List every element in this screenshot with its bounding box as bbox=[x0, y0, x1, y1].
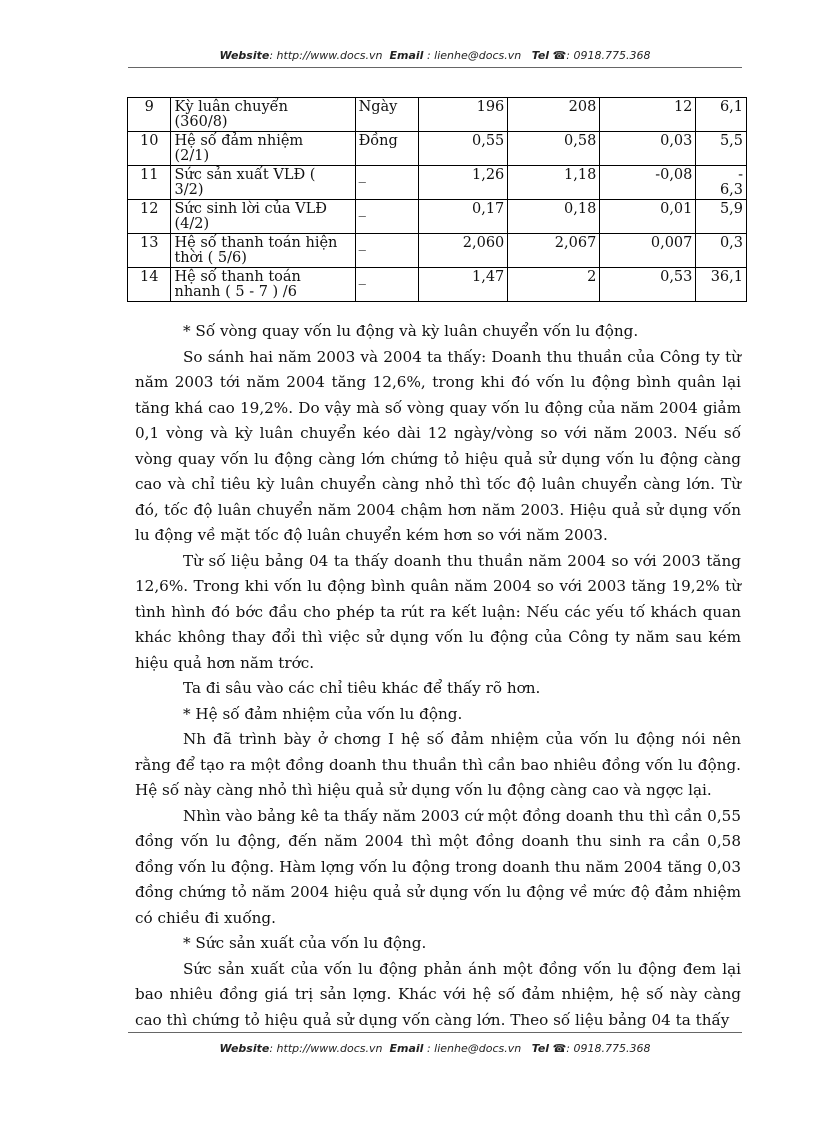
tel-value: ☎: 0918.775.368 bbox=[552, 1042, 651, 1055]
website-url[interactable]: : http://www.docs.vn bbox=[269, 1042, 383, 1055]
row-number: 10 bbox=[128, 132, 171, 166]
value-2004: 208 bbox=[508, 98, 600, 132]
indicator-name: Sức sinh lời của VLĐ (4/2) bbox=[171, 200, 355, 234]
indicator-name: Sức sản xuất VLĐ ( 3/2) bbox=[171, 166, 355, 200]
page-header bbox=[128, 49, 742, 62]
indicator-table bbox=[127, 97, 747, 302]
difference: 0,53 bbox=[600, 268, 696, 302]
value-2003: 1,47 bbox=[419, 268, 508, 302]
value-2004: 0,18 bbox=[508, 200, 600, 234]
value-2004: 2,067 bbox=[508, 234, 600, 268]
difference: 0,007 bbox=[600, 234, 696, 268]
percent-change: - 6,3 bbox=[696, 166, 747, 200]
unit-cell: _ bbox=[355, 200, 419, 234]
unit-cell: _ bbox=[355, 166, 419, 200]
value-2004: 0,58 bbox=[508, 132, 600, 166]
row-number: 14 bbox=[128, 268, 171, 302]
table-row bbox=[128, 98, 747, 132]
unit-cell: _ bbox=[355, 268, 419, 302]
body-text bbox=[135, 319, 741, 1033]
indicator-name: Kỳ luân chuyển (360/8) bbox=[171, 98, 355, 132]
percent-change: 36,1 bbox=[696, 268, 747, 302]
percent-change: 0,3 bbox=[696, 234, 747, 268]
value-2003: 2,060 bbox=[419, 234, 508, 268]
footer-divider bbox=[128, 1032, 742, 1033]
email-label: Email bbox=[389, 49, 424, 62]
percent-change: 5,5 bbox=[696, 132, 747, 166]
table-row bbox=[128, 268, 747, 302]
value-2003: 0,17 bbox=[419, 200, 508, 234]
header-divider bbox=[128, 67, 742, 68]
website-label: Website bbox=[219, 49, 270, 62]
paragraph: Nhìn vào bảng kê ta thấy năm 2003 cứ một đồng doanh thu thì cần 0,55 đồng vốn lu động, đến năm 2004 thì một đồng doanh thu sinh ra cần 0,58 đồng vốn lu động. Hàm lợng vốn lu động trong doanh thu năm 2004 tăng 0,03 đồng chứng tỏ năm 2004 hiệu quả sử dụng vốn lu động về mức độ đảm nhiệm có chiều đi xuống. bbox=[135, 806, 741, 927]
difference: -0,08 bbox=[600, 166, 696, 200]
unit-cell: _ bbox=[355, 234, 419, 268]
paragraph: So sánh hai năm 2003 và 2004 ta thấy: Doanh thu thuần của Công ty từ năm 2003 tới năm 2004 tăng 12,6%, trong khi đó vốn lu động bình quân lại tăng khá cao 19,2%. Do vậy mà số vòng quay vốn lu động của năm 2004 giảm 0,1 vòng và kỳ luân chuyển kéo dài 12 ngày/vòng so với năm 2003. Nếu số vòng quay vốn lu động càng lớn chứng tỏ hiệu quả sử dụng vốn lu động càng cao và chỉ tiêu kỳ luân chuyển càng nhỏ thì tốc độ luân chuyển càng lớn. Từ đó, tốc độ luân chuyển năm 2004 chậm hơn năm 2003. Hiệu quả sử dụng vốn lu động về mặt tốc độ luân chuyển kém hơn so với năm 2003. bbox=[135, 347, 741, 544]
paragraph: Sức sản xuất của vốn lu động phản ánh một đồng vốn lu động đem lại bao nhiêu đồng giá trị sản lợng. Khác với hệ số đảm nhiệm, hệ số này càng cao thì chứng tỏ hiệu quả sử dụng vốn càng lớn. Theo số liệu bảng 04 ta thấy bbox=[135, 959, 741, 1029]
indicator-name: Hệ số thanh toán hiện thời ( 5/6) bbox=[171, 234, 355, 268]
paragraph: Nh đã trình bày ở chơng I hệ số đảm nhiệm của vốn lu động nói nên rằng để tạo ra một đồng doanh thu thuần thì cần bao nhiêu đồng vốn lu động. Hệ số này càng nhỏ thì hiệu quả sử dụng vốn lu động càng cao và ngợc lại. bbox=[135, 730, 741, 799]
percent-change: 6,1 bbox=[696, 98, 747, 132]
email-label: Email bbox=[389, 1042, 424, 1055]
paragraph: Từ số liệu bảng 04 ta thấy doanh thu thuần năm 2004 so với 2003 tăng 12,6%. Trong khi vốn lu động bình quân năm 2004 so với 2003 tăng 19,2% từ tình hình đó bớc đầu cho phép ta rút ra kết luận: Nếu các yếu tố khách quan khác không thay đổi thì việc sử dụng vốn lu động của Công ty năm sau kém hiệu quả hơn năm trớc. bbox=[135, 551, 741, 672]
page-footer bbox=[128, 1042, 742, 1055]
tel-value: ☎: 0918.775.368 bbox=[552, 49, 651, 62]
website-url[interactable]: : http://www.docs.vn bbox=[269, 49, 383, 62]
table-row bbox=[128, 132, 747, 166]
row-number: 11 bbox=[128, 166, 171, 200]
tel-label: Tel bbox=[531, 49, 550, 62]
value-2003: 196 bbox=[419, 98, 508, 132]
value-2003: 1,26 bbox=[419, 166, 508, 200]
row-number: 9 bbox=[128, 98, 171, 132]
table-row bbox=[128, 200, 747, 234]
tel-label: Tel bbox=[531, 1042, 550, 1055]
difference: 0,03 bbox=[600, 132, 696, 166]
row-number: 12 bbox=[128, 200, 171, 234]
unit-cell: Đồng bbox=[355, 132, 419, 166]
section-heading: * Số vòng quay vốn lu động và kỳ luân chuyển vốn lu động. bbox=[183, 322, 639, 340]
indicator-name: Hệ số thanh toán nhanh ( 5 - 7 ) /6 bbox=[171, 268, 355, 302]
value-2004: 2 bbox=[508, 268, 600, 302]
difference: 12 bbox=[600, 98, 696, 132]
table-row bbox=[128, 166, 747, 200]
value-2004: 1,18 bbox=[508, 166, 600, 200]
value-2003: 0,55 bbox=[419, 132, 508, 166]
paragraph: Ta đi sâu vào các chỉ tiêu khác để thấy rõ hơn. bbox=[183, 679, 541, 697]
percent-change: 5,9 bbox=[696, 200, 747, 234]
section-heading: * Sức sản xuất của vốn lu động. bbox=[183, 934, 427, 952]
unit-cell: Ngày bbox=[355, 98, 419, 132]
section-heading: * Hệ số đảm nhiệm của vốn lu động. bbox=[183, 704, 463, 723]
row-number: 13 bbox=[128, 234, 171, 268]
email-value[interactable]: : lienhe@docs.vn bbox=[426, 49, 522, 62]
difference: 0,01 bbox=[600, 200, 696, 234]
table-row bbox=[128, 234, 747, 268]
website-label: Website bbox=[219, 1042, 270, 1055]
email-value[interactable]: : lienhe@docs.vn bbox=[426, 1042, 522, 1055]
indicator-name: Hệ số đảm nhiệm (2/1) bbox=[171, 132, 355, 166]
